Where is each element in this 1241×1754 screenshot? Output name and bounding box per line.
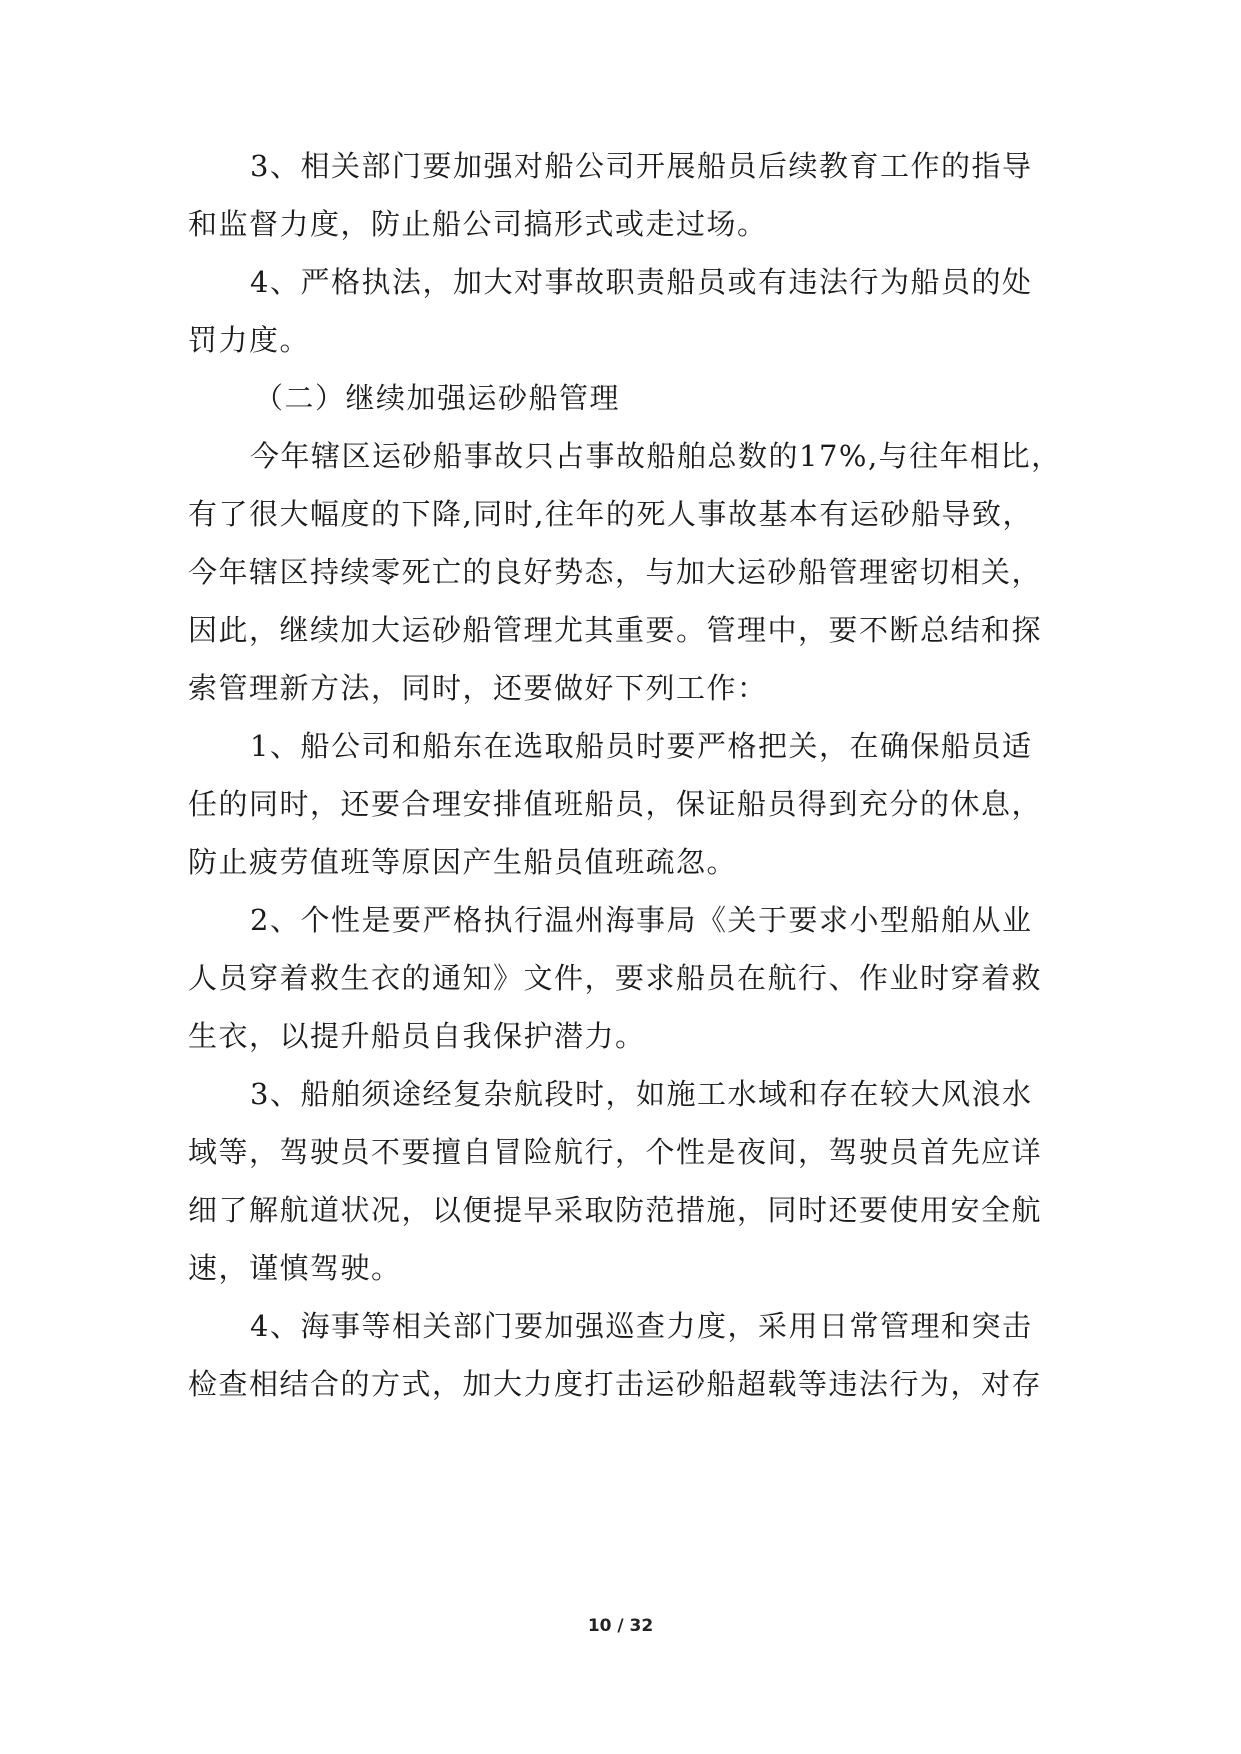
paragraph-line: 3、相关部门要加强对船公司开展船员后续教育工作的指导 bbox=[250, 149, 1033, 183]
paragraph-line: 索管理新方法，同时，还要做好下列工作： bbox=[188, 671, 768, 705]
paragraph-line: 域等，驾驶员不要擅自冒险航行，个性是夜间，驾驶员首先应详 bbox=[188, 1135, 1043, 1169]
paragraph-line: 速，谨慎驾驶。 bbox=[188, 1251, 402, 1285]
paragraph-line: 1、船公司和船东在选取船员时要严格把关，在确保船员适 bbox=[250, 729, 1033, 763]
paragraph-line: 检查相结合的方式，加大力度打击运砂船超载等违法行为，对存 bbox=[188, 1367, 1043, 1401]
page-number: 10 / 32 bbox=[587, 1616, 654, 1636]
paragraph-line: 4、严格执法，加大对事故职责船员或有违法行为船员的处 bbox=[250, 265, 1033, 299]
paragraph-line: 防止疲劳值班等原因产生船员值班疏忽。 bbox=[188, 845, 738, 879]
paragraph-line: 有了很大幅度的下降,同时,往年的死人事故基本有运砂船导致， bbox=[188, 497, 1033, 531]
paragraph-line: 3、船舶须途经复杂航段时，如施工水域和存在较大风浪水 bbox=[250, 1077, 1033, 1111]
paragraph-line: 因此，继续加大运砂船管理尤其重要。管理中，要不断总结和探 bbox=[188, 613, 1043, 647]
paragraph-line: 生衣，以提升船员自我保护潜力。 bbox=[188, 1019, 646, 1053]
paragraph-line: 人员穿着救生衣的通知》文件，要求船员在航行、作业时穿着救 bbox=[188, 961, 1043, 995]
paragraph-line: 细了解航道状况，以便提早采取防范措施，同时还要使用安全航 bbox=[188, 1193, 1043, 1227]
paragraph-line: 罚力度。 bbox=[188, 323, 311, 357]
paragraph-line: 2、个性是要严格执行温州海事局《关于要求小型船舶从业 bbox=[250, 903, 1033, 937]
paragraph-line: 今年辖区运砂船事故只占事故船舶总数的17%,与往年相比， bbox=[250, 439, 1062, 473]
paragraph-line: 今年辖区持续零死亡的良好势态，与加大运砂船管理密切相关， bbox=[188, 555, 1043, 589]
paragraph-line: 任的同时，还要合理安排值班船员，保证船员得到充分的休息， bbox=[188, 787, 1043, 821]
section-heading: （二）继续加强运砂船管理 bbox=[254, 381, 621, 415]
paragraph-line: 4、海事等相关部门要加强巡查力度，采用日常管理和突击 bbox=[250, 1309, 1033, 1343]
paragraph-line: 和监督力度，防止船公司搞形式或走过场。 bbox=[188, 207, 768, 241]
